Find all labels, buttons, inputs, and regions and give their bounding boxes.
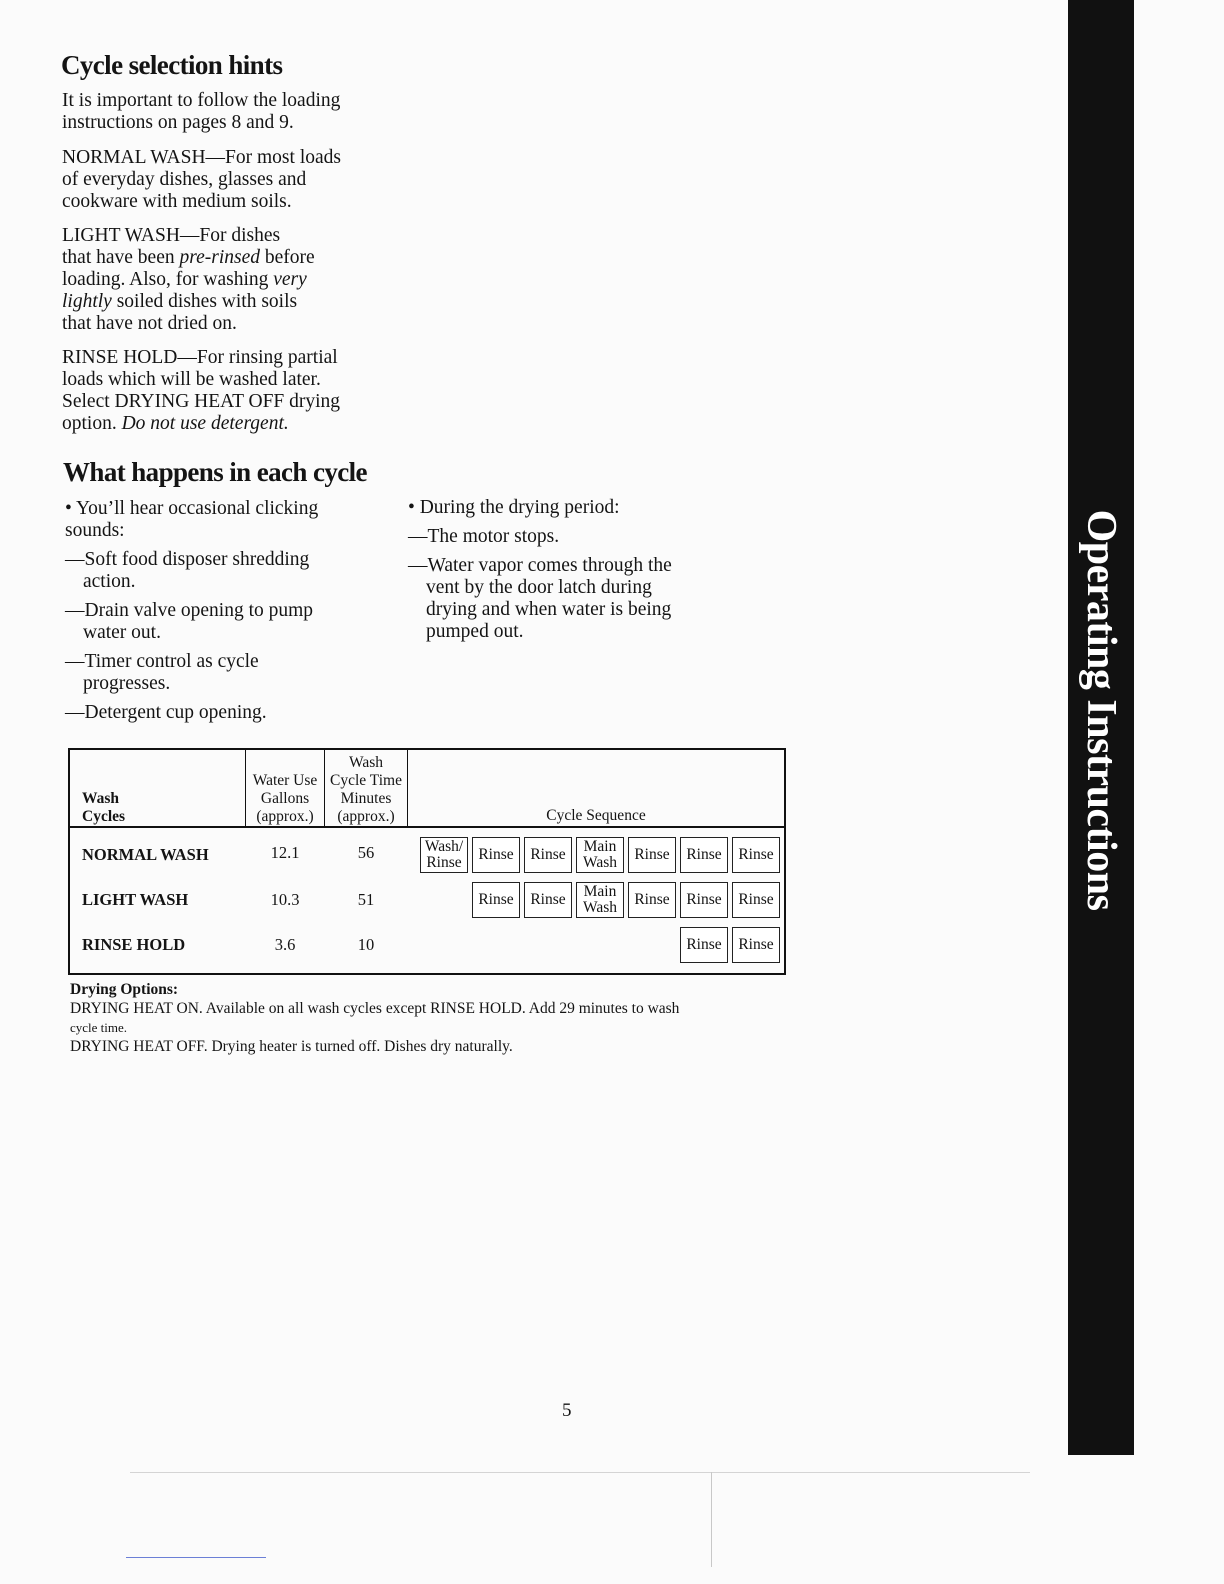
sequence-step: Rinse (732, 837, 780, 873)
sequence-step: Rinse (628, 837, 676, 873)
sequence-step: Rinse (680, 927, 728, 963)
sequence-step: Rinse (732, 927, 780, 963)
water-use-value: 12.1 (270, 842, 300, 862)
sequence-boxes (408, 927, 785, 963)
sidebar-title: Operating Instructions (1078, 509, 1124, 911)
page-number: 5 (562, 1400, 572, 1421)
emphasis: Do not use detergent. (121, 413, 289, 434)
scan-line (130, 1472, 1030, 1473)
cycle-sequence (408, 877, 786, 922)
header-wash-cycles (69, 749, 246, 827)
sequence-step: Rinse (524, 837, 572, 873)
section-title-cycle-selection-hints: Cycle selection hints (61, 50, 283, 80)
header-line: (approx.) (256, 808, 314, 825)
sequence-boxes (408, 882, 785, 918)
right-column (408, 497, 698, 650)
drying-heat-on-continued: cycle time. (70, 1020, 128, 1035)
hint-light-wash (62, 225, 315, 335)
scan-line (126, 1557, 266, 1558)
sequence-step: Rinse (680, 837, 728, 873)
text-line: cookware with medium soils. (62, 191, 292, 212)
sequence-step: Wash/ Rinse (420, 837, 468, 873)
text-line: loading. Also, for washing (62, 269, 274, 290)
text-line: RINSE HOLD—For rinsing partial (62, 347, 338, 368)
text-line: LIGHT WASH—For dishes (62, 225, 281, 246)
drying-options-title: Drying Options: (70, 981, 179, 998)
drying-heat-off: DRYING HEAT OFF. Drying heater is turned off. Dishes dry naturally. (70, 1038, 513, 1055)
sequence-step: Rinse (732, 882, 780, 918)
table-row (69, 827, 785, 877)
text-line: It is important to follow the loading (62, 90, 341, 111)
header-line: Water Use (252, 772, 318, 789)
section-title-what-happens: What happens in each cycle (63, 457, 367, 487)
sequence-boxes (408, 837, 785, 873)
dash-item: —Water vapor comes through the vent by the door latch during drying and when water is being pumped out. (408, 555, 672, 642)
cycle-time-value: 51 (357, 889, 375, 909)
sequence-step: Rinse (628, 882, 676, 918)
bullet-item: • During the drying period: (408, 497, 620, 518)
water-use-value: 3.6 (274, 934, 296, 954)
header-line: Wash (348, 754, 384, 771)
cycle-name: RINSE HOLD (82, 934, 186, 954)
text-line: Select DRYING HEAT OFF drying (62, 391, 341, 412)
cycle-table (68, 748, 786, 975)
header-water-use (246, 749, 325, 827)
dash-item: —Detergent cup opening. (65, 702, 267, 723)
cycle-time-value: 56 (357, 842, 375, 862)
header-line: Cycles (82, 808, 126, 825)
text-line: of everyday dishes, glasses and (62, 169, 307, 190)
text-line: that have been (62, 247, 180, 268)
hint-rinse-hold (62, 347, 340, 435)
cycle-sequence (408, 922, 786, 974)
text-line: that have not dried on. (62, 313, 237, 334)
bullet-item: • You’ll hear occasional clicking sounds: (65, 498, 319, 541)
sequence-step: Main Wash (576, 882, 624, 918)
table-row (69, 922, 785, 974)
sequence-step: Main Wash (576, 837, 624, 873)
dash-item: —Timer control as cycle progresses. (65, 651, 259, 694)
text-line: NORMAL WASH—For most loads (62, 147, 341, 168)
header-line: Wash (82, 790, 120, 807)
header-line: Gallons (260, 790, 310, 807)
cycle-sequence (408, 827, 786, 877)
text-line: soiled dishes with soils (111, 291, 298, 312)
cycle-name: NORMAL WASH (82, 844, 209, 864)
text-line: option. (62, 413, 122, 434)
sequence-step: Rinse (524, 882, 572, 918)
dash-item: —Soft food disposer shredding action. (65, 549, 310, 592)
emphasis: lightly (62, 291, 112, 312)
emphasis: very (273, 269, 307, 290)
header-line: Cycle Time (330, 772, 402, 789)
sequence-step: Rinse (472, 882, 520, 918)
dash-item: —The motor stops. (408, 526, 560, 547)
text-line: instructions on pages 8 and 9. (62, 112, 294, 133)
table-row (69, 877, 785, 922)
hint-normal-wash (62, 147, 341, 213)
header-cycle-sequence: Cycle Sequence (408, 749, 786, 827)
hint-loading (62, 90, 340, 134)
header-line: Minutes (340, 790, 392, 807)
scan-line (711, 1472, 712, 1567)
cycle-time-value: 10 (357, 934, 375, 954)
water-use-value: 10.3 (270, 889, 300, 909)
cycle-name: LIGHT WASH (82, 889, 189, 909)
header-cycle-time (325, 749, 408, 827)
sequence-step: Rinse (680, 882, 728, 918)
header-line: (approx.) (337, 808, 395, 825)
text-line: loads which will be washed later. (62, 369, 321, 390)
dash-item: —Drain valve opening to pump water out. (65, 600, 314, 643)
drying-heat-on: DRYING HEAT ON. Available on all wash cycles except RINSE HOLD. Add 29 minutes to wash (70, 1000, 680, 1017)
emphasis: pre-rinsed (179, 247, 261, 268)
drying-options (70, 980, 770, 1056)
sequence-step: Rinse (472, 837, 520, 873)
text-line: before (260, 247, 315, 268)
left-column (65, 498, 350, 731)
